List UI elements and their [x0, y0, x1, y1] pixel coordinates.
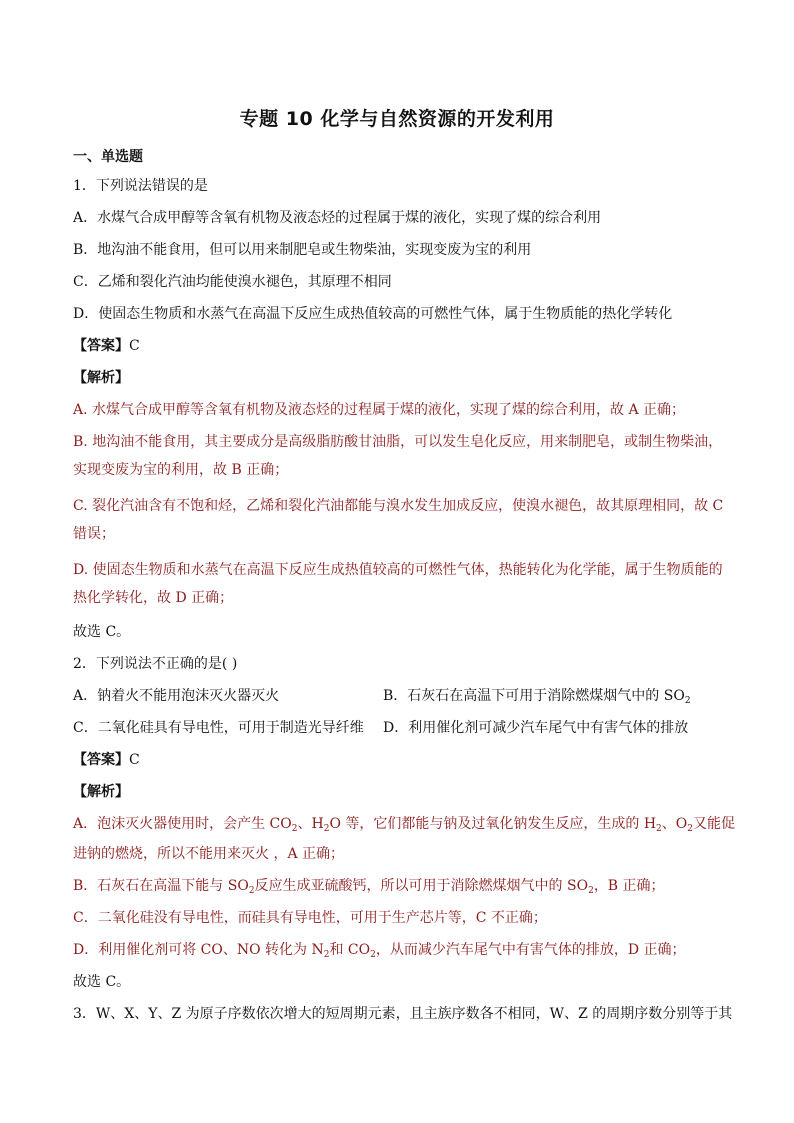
q2-options-row-1 [73, 686, 723, 706]
q1-option-a: A．水煤气合成甲醇等含氧有机物及液态烃的过程属于煤的液化，实现了煤的综合利用 [73, 210, 602, 226]
q1-option-d: D．使固态生物质和水蒸气在高温下反应生成热值较高的可燃性气体，属于生物质能的热化学转化 [73, 306, 673, 322]
q2-stem: 2．下列说法不正确的是( ) [73, 656, 238, 672]
q2-analysis-d: D．利用催化剂可将 CO、NO 转化为 $N_2$和 $CO_2$，从而减少汽车尾气中有害气体的排放，D 正确； [73, 942, 686, 960]
q2-option-c: C．二氧化硅具有导电性，可用于制造光导纤维 [73, 720, 364, 736]
q1-analysis-line: 实现变废为宝的利用，故 B 正确； [73, 462, 289, 478]
q2-option-d: D．利用催化剂可减少汽车尾气中有害气体的排放 [383, 720, 689, 736]
q2-analysis-a-cont: 进钠的燃烧，所以不能用来灭火 ，A 正确； [73, 846, 345, 862]
page-title: 专题 10 化学与自然资源的开发利用 [239, 108, 555, 130]
answer-label: 【答案】 [73, 752, 129, 768]
q2-options-row-2 [73, 718, 723, 738]
q1-analysis-line: C. 裂化汽油含有不饱和烃，乙烯和裂化汽油都能与溴水发生加成反应，使溴水褪色，故其原理相同，故 C [73, 498, 724, 514]
q1-answer [73, 336, 140, 356]
q1-stem: 1．下列说法错误的是 [73, 178, 208, 194]
answer-value: C [129, 338, 140, 354]
q1-conclusion: 故选 C。 [73, 624, 131, 640]
q2-analysis-c: C．二氧化硅没有导电性，而硅具有导电性，可用于生产芯片等，C 不正确； [73, 910, 547, 926]
answer-label: 【答案】 [73, 338, 129, 354]
q1-option-c: C．乙烯和裂化汽油均能使溴水褪色，其原理不相同 [73, 274, 392, 290]
q2-analysis-label: 【解析】 [73, 784, 129, 800]
q3-stem: 3．W、X、Y、Z 为原子序数依次增大的短周期元素，且主族序数各不相同，W、Z 的周期序数分别等于其 [73, 1006, 733, 1022]
q1-analysis-line: D. 使固态生物质和水蒸气在高温下反应生成热值较高的可燃性气体，热能转化为化学能，属于生物质能的 [73, 562, 723, 578]
q1-analysis-line: A. 水煤气合成甲醇等含氧有机物及液态烃的过程属于煤的液化，实现了煤的综合利用，故 A 正确； [73, 402, 686, 418]
q1-option-b: B．地沟油不能食用，但可以用来制肥皂或生物柴油，实现变废为宝的利用 [73, 242, 532, 258]
answer-value: C [129, 752, 140, 768]
q2-conclusion: 故选 C。 [73, 974, 131, 990]
q1-analysis-label: 【解析】 [73, 370, 129, 386]
q2-analysis-a: A．泡沫灭火器使用时，会产生 $CO_2$、$H_2O$ 等，它们都能与钠及过氧化钠发生反应，生成的 $H_2$、$O_2$又能促 [73, 816, 735, 834]
section-heading: 一、单选题 [73, 149, 143, 165]
q1-analysis-line: 错误； [73, 526, 115, 542]
q1-analysis-line: B. 地沟油不能食用，其主要成分是高级脂肪酸甘油脂，可以发生皂化反应，用来制肥皂，或制生物柴油， [73, 434, 723, 450]
q2-option-a: A．钠着火不能用泡沫灭火器灭火 [73, 688, 280, 704]
q2-analysis-b: B．石灰石在高温下能与 $SO_2$反应生成亚硫酸钙，所以可用于消除燃煤烟气中的 $SO_2$，B 正确； [73, 878, 665, 896]
q2-option-b: B．石灰石在高温下可用于消除燃煤烟气中的 $SO_2$ [383, 688, 691, 706]
q1-analysis-line: 热化学转化，故 D 正确； [73, 590, 234, 606]
q2-answer [73, 750, 140, 770]
